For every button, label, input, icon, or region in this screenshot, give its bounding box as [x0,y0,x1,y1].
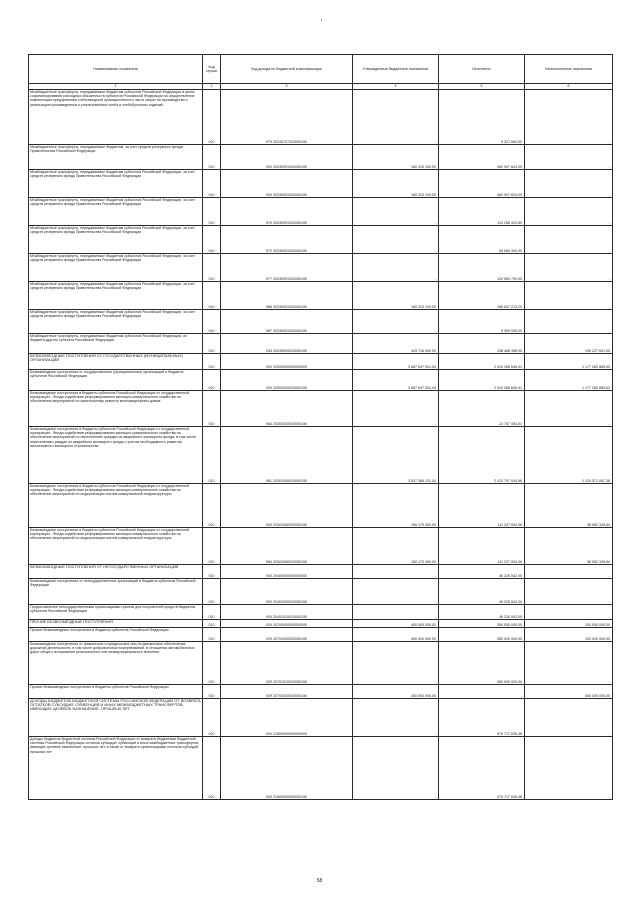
row-executed: 46 226 542,00 [439,605,525,620]
row-executed: 575 717 635,48 [439,737,525,800]
row-code: 010 [203,737,221,800]
row-unexecuted: - [525,605,613,620]
row-approved: - [353,699,439,737]
row-name: Безвозмездные поступления в бюджеты субъектов Российской Федерации от государственной корпорации - Фонда содействия реформированию жилищно-коммунального хозяйства на обеспечение мероприятий по модернизации систем коммунальной инфраструктуры [29,484,203,528]
header-name: Наименование показателя [29,55,203,84]
row-kbk: 029 20700000000000000 [221,620,353,628]
row-name: Безвозмездные поступления от физических и юридических лиц на финансовое обеспечение дорожной деятельности, в том числе добровольных пожертвований, в отношении автомобильных дорог общего пользования регионального или межмуниципального значения [29,642,203,685]
table-row [29,427,613,484]
row-approved: 450 000 000,00 [353,628,439,642]
row-name: Безвозмездные поступления в бюджеты субъектов Российской Федерации от государственной корпорации - Фонда содействия реформированию жилищно-коммунального хозяйства на обеспечение мероприятий по модернизации систем коммунальной инфраструктуры [29,528,203,565]
row-code: 010 [203,484,221,528]
row-name: Межбюджетные трансферты, передаваемые бюджетам субъектов Российской Федерации, за счет средств резервного фонда Правительства Российской Федерации [29,170,203,198]
table-row [29,565,613,579]
row-name: Межбюджетные трансферты, передаваемые бюджетам субъектов Российской Федерации в целях софинансирования расходных обязательств субъектов Российской Федерации на осуществление компенсации предприятиям хлебопекарной промышленности части затрат на производство и реализацию произведенных и реализованных хлеба и хлебобулочных изделий [29,90,203,145]
row-executed: 462 907 624,09 [439,145,525,170]
row-unexecuted: 195 227 601,05 [525,334,613,354]
row-approved: - [353,642,439,685]
header-unexecuted: Неисполненные назначения [525,55,613,84]
row-approved: 3 687 547 531,04 [353,354,439,370]
row-kbk: 984 20302030020000150 [221,391,353,427]
row-name: ПРОЧИЕ БЕЗВОЗМЕЗДНЫЕ ПОСТУПЛЕНИЯ [29,620,203,628]
table-body [29,90,613,800]
row-name: ДОХОДЫ БЮДЖЕТОВ БЮДЖЕТНОЙ СИСТЕМЫ РОССИЙСКОЙ ФЕДЕРАЦИИ ОТ ВОЗВРАТА ОСТАТКОВ СУБСИДИЙ, СУБВЕНЦИЙ И ИНЫХ МЕЖБЮДЖЕТНЫХ ТРАНСФЕРТОВ, ИМЕЮЩИХ ЦЕЛЕВОЕ НАЗНАЧЕНИЕ, ПРОШЛЫХ ЛЕТ [29,699,203,737]
row-name: БЕЗВОЗМЕЗДНЫЕ ПОСТУПЛЕНИЯ ОТ ГОСУДАРСТВЕННЫХ (МУНИЦИПАЛЬНЫХ) ОРГАНИЗАЦИЙ [29,354,203,370]
row-unexecuted: - [525,642,613,685]
row-kbk: 075 20245707020000150 [221,90,353,145]
table-row [29,282,613,310]
row-executed: 46 226 542,00 [439,565,525,579]
column-number: 5 [439,84,525,90]
row-executed: 166 637 213,20 [439,282,525,310]
row-approved: - [353,737,439,800]
table-row [29,528,613,565]
row-name: Предоставление негосударственными организациями грантов для получателей средств бюджетов субъектов Российской Федерации [29,605,203,620]
row-executed: 9 399 000,00 [439,310,525,334]
table-row [29,391,613,427]
row-kbk: 970 20249001020000150 [221,198,353,226]
row-unexecuted: - [525,579,613,605]
row-name: Межбюджетные трансферты, передаваемые бюджетам субъектов Российской Федерации, за счет средств резервного фонда Правительства Российской Федерации [29,310,203,334]
row-kbk: 000 20402010020000150 [221,605,353,620]
row-unexecuted: 38 952 345,64 [525,528,613,565]
row-code: 010 [203,427,221,484]
table-row [29,254,613,282]
row-unexecuted: - [525,565,613,579]
table-row [29,90,613,145]
column-number: 3 [221,84,353,90]
row-kbk: 986 20249001020000150 [221,282,353,310]
row-approved: 160 315 100,00 [353,170,439,198]
row-approved: 443 716 000,00 [353,334,439,354]
row-unexecuted: 1 177 280 885,63 [525,354,613,370]
row-name: Межбюджетные трансферты, передаваемые бюджетам субъектов Российской Федерации, за счет средств резервного фонда Правительства Российской Федерации [29,282,203,310]
row-code: 010 [203,354,221,370]
row-name: БЕЗВОЗМЕЗДНЫЕ ПОСТУПЛЕНИЯ ОТ НЕГОСУДАРСТВЕННЫХ ОРГАНИЗАЦИЙ [29,565,203,579]
row-name: Межбюджетные трансферты, передаваемые бюджетам субъектов Российской Федерации, за счет средств резервного фонда Правительства Российской Федерации [29,254,203,282]
row-kbk: 000 21800000000000000 [221,699,353,737]
row-kbk: 000 20400000000000000 [221,565,353,579]
row-executed: 2 412 797 044,56 [439,427,525,484]
row-approved: 450 000 000,00 [353,685,439,699]
row-unexecuted: - [525,170,613,198]
row-kbk: 972 20249001020000150 [221,226,353,254]
row-executed: -13 757 453,51 [439,391,525,427]
row-code: 010 [203,282,221,310]
row-name: Безвозмездные поступления в бюджеты субъектов Российской Федерации от государственной корпорации - Фонда содействия реформированию жилищно-коммунального хозяйства на обеспечение мероприятий по капитальному ремонту многоквартирных домов [29,391,203,427]
row-name: Межбюджетные трансферты, передаваемые бюджетам субъектов Российской Федерации, из бюджета другого субъекта Российской Федерации [29,334,203,354]
row-unexecuted: 1 177 280 885,63 [525,370,613,391]
row-name: Межбюджетные трансферты, передаваемые бюджетам, за счет средств резервного фонда Правительства Российской Федерации [29,145,203,170]
row-approved: - [353,605,439,620]
row-name: Межбюджетные трансферты, передаваемые бюджетам субъектов Российской Федерации, за счет средств резервного фонда Правительства Российской Федерации [29,226,203,254]
row-executed: 46 226 542,00 [439,579,525,605]
row-executed: 2 510 266 645,41 [439,370,525,391]
table-header-row [29,55,613,84]
table-row [29,198,613,226]
row-executed: 575 717 635,48 [439,699,525,737]
table-row [29,310,613,334]
row-executed: 350 000 000,00 [439,642,525,685]
row-code: 010 [203,579,221,605]
column-number: 6 [525,84,613,90]
row-kbk: 977 20249001020000150 [221,254,353,282]
row-code: 010 [203,334,221,354]
row-code: 010 [203,642,221,685]
row-approved: 160 315 100,00 [353,145,439,170]
row-code: 010 [203,528,221,565]
column-number: 4 [353,84,439,90]
header-kbk: Код дохода по бюджетной классификации [221,55,353,84]
row-approved: 3 687 547 531,04 [353,370,439,391]
row-name: Безвозмездные поступления в бюджеты субъектов Российской Федерации от государственной корпорации - Фонда содействия реформированию жилищно-коммунального хозяйства на обеспечение мероприятий по переселению граждан из аварийного жилищного фонда, в том числе переселению граждан из аварийного жилищного фонда с учетом необходимости развития малоэтажного жилищного строительства [29,427,203,484]
row-kbk: 981 20302040020000150 [221,427,353,484]
row-name: Межбюджетные трансферты, передаваемые бюджетам субъектов Российской Федерации, за счет средств резервного фонда Правительства Российской Федерации [29,198,203,226]
row-kbk: 000 20249001020000150 [221,170,353,198]
row-executed: - [439,685,525,699]
table-row [29,145,613,170]
row-code: 010 [203,226,221,254]
table-row [29,579,613,605]
row-code: 010 [203,310,221,334]
header-approved: Утвержденные бюджетные назначения [353,55,439,84]
row-approved: 150 179 400,00 [353,528,439,565]
row-approved: 3 537 368 131,04 [353,427,439,484]
row-code: 010 [203,145,221,170]
row-kbk: 000 21800000000000150 [221,737,353,800]
row-code: 010 [203,170,221,198]
row-code: 010 [203,699,221,737]
row-kbk: 000 20302000020000150 [221,370,353,391]
column-number: 2 [203,84,221,90]
row-executed: 248 488 398,95 [439,334,525,354]
row-name: Прочие безвозмездные поступления в бюджеты субъектов Российской Федерации [29,685,203,699]
row-executed: 111 227 054,36 [439,528,525,565]
row-unexecuted: 38 952 345,64 [525,484,613,528]
row-kbk: 000 20249001000000150 [221,145,353,170]
row-code: 010 [203,370,221,391]
table-row [29,170,613,198]
row-code: 010 [203,90,221,145]
row-executed: 2 510 266 645,41 [439,354,525,370]
row-code: 010 [203,198,221,226]
row-kbk: 254 20249009020000150 [221,334,353,354]
row-approved: 160 315 100,00 [353,282,439,310]
row-approved: - [353,198,439,226]
table-row [29,699,613,737]
row-executed: 350 000 000,00 [439,628,525,642]
row-approved: - [353,310,439,334]
row-code: 010 [203,685,221,699]
row-approved: - [353,565,439,579]
row-name: Доходы бюджетов бюджетной системы Российской Федерации от возврата бюджетами бюджетной системы Российской Федерации остатков субсидий, субвенций и иных межбюджетных трансфертов, имеющих целевое назначение, прошлых лет, а также от возврата организациями остатков субсидий прошлых лет [29,737,203,800]
row-code: 010 [203,628,221,642]
row-approved: 150 179 400,00 [353,484,439,528]
row-code: 010 [203,391,221,427]
page-number: 58 [316,878,323,884]
row-unexecuted: - [525,226,613,254]
row-unexecuted: - [525,737,613,800]
table-row [29,628,613,642]
row-kbk: 987 20249001020000150 [221,310,353,334]
row-unexecuted: 450 000 000,00 [525,685,613,699]
row-unexecuted: 100 000 000,00 [525,628,613,642]
table-row [29,354,613,370]
header-code: Код строки [203,55,221,84]
row-code: 010 [203,620,221,628]
table-row [29,685,613,699]
row-kbk: 029 20702000020000150 [221,628,353,642]
row-unexecuted: - [525,310,613,334]
row-unexecuted: 1 124 571 087,38 [525,427,613,484]
table-row [29,484,613,528]
row-executed: 111 227 054,36 [439,484,525,528]
table-row [29,370,613,391]
row-kbk: 984 20302080020000150 [221,528,353,565]
row-approved: - [353,391,439,427]
row-code: 010 [203,605,221,620]
row-approved: - [353,90,439,145]
row-kbk: 029 20702030020000150 [221,685,353,699]
row-unexecuted: - [525,198,613,226]
report-table-container [28,54,612,800]
row-approved: - [353,254,439,282]
row-code: 010 [203,565,221,579]
scan-speck [321,19,322,21]
revenue-table [28,54,613,800]
row-name: Безвозмездные поступления от негосударственных организаций в бюджеты субъектов Российской Федерации [29,579,203,605]
row-approved: 450 000 000,00 [353,620,439,628]
row-unexecuted: - [525,254,613,282]
row-unexecuted: - [525,282,613,310]
table-row [29,605,613,620]
row-executed: 120 559 700,00 [439,254,525,282]
row-unexecuted: - [525,391,613,427]
row-executed: 5 327 660,00 [439,90,525,145]
row-executed: 113 258 410,89 [439,198,525,226]
table-row [29,334,613,354]
row-kbk: 029 20702010020000150 [221,642,353,685]
row-approved: - [353,579,439,605]
row-name: Безвозмездные поступления от государственных (муниципальных) организаций в бюджеты субъектов Российской Федерации [29,370,203,391]
row-executed: 462 907 624,09 [439,170,525,198]
column-number: 1 [29,84,203,90]
row-unexecuted: - [525,90,613,145]
row-name: Прочие безвозмездные поступления в бюджеты субъектов Российской Федерации [29,628,203,642]
row-executed: 350 000 000,00 [439,620,525,628]
row-code: 010 [203,254,221,282]
row-executed: 53 060 300,00 [439,226,525,254]
table-row [29,737,613,800]
row-kbk: 000 20302080020000150 [221,484,353,528]
row-unexecuted: 100 000 000,00 [525,620,613,628]
table-row [29,642,613,685]
row-approved: - [353,226,439,254]
row-unexecuted: - [525,145,613,170]
table-row [29,620,613,628]
table-row [29,226,613,254]
header-executed: Исполнено [439,55,525,84]
row-kbk: 000 20402000020000150 [221,579,353,605]
row-kbk: 000 20300000000000000 [221,354,353,370]
row-unexecuted: - [525,699,613,737]
